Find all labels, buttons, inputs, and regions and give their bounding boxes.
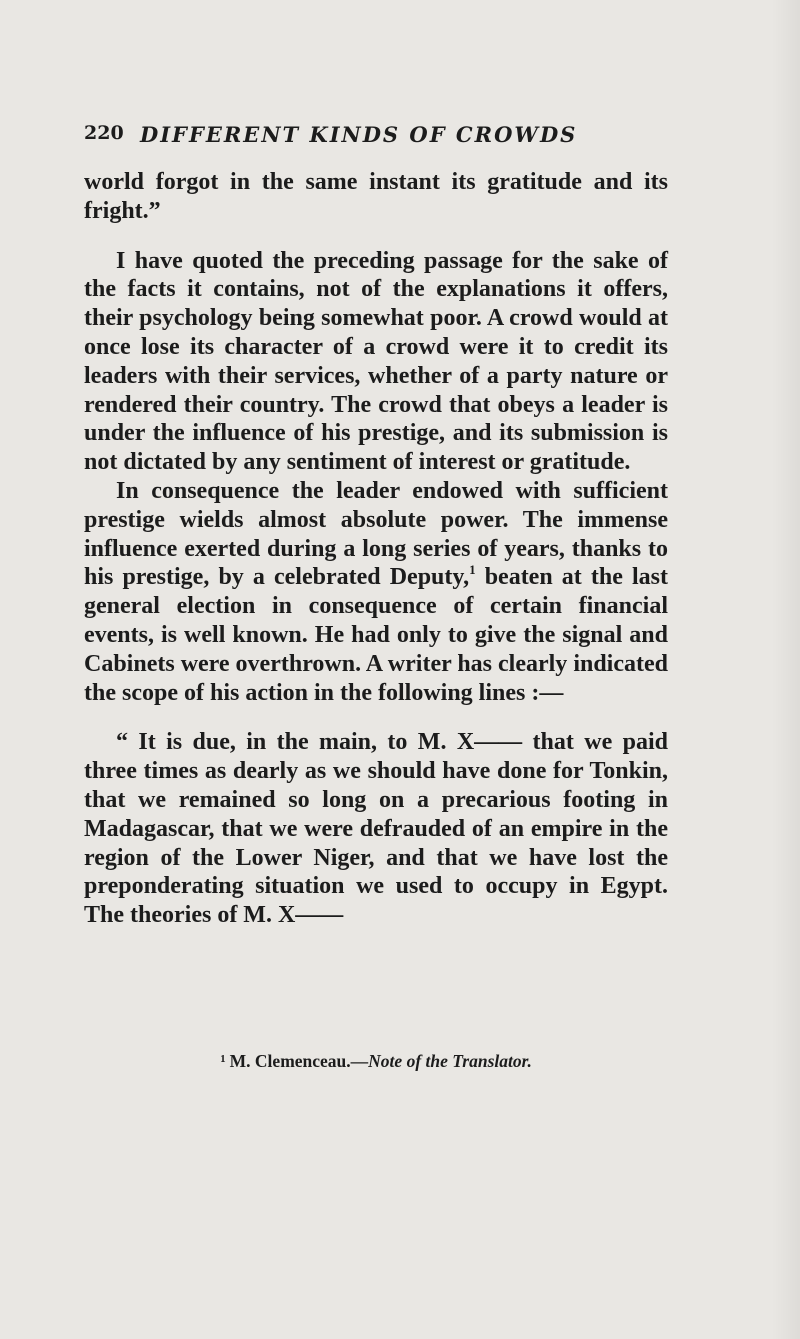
paragraph-leader-prestige-text: In consequence the leader endowed with sufficient prestige wields almost absolute power. The immense influence exerted during a long series of years, thanks to his prestige, by a celebrated Deputy, — [84, 477, 668, 591]
footnote-italic-text: Note of the Translator. — [368, 1051, 532, 1071]
paragraph-leader-prestige — [84, 477, 668, 707]
footnote-mark: 1 — [220, 1053, 226, 1065]
page-number: 220 — [84, 122, 124, 144]
page-header — [84, 122, 644, 152]
paragraph-quotation: “ It is due, in the main, to M. X—— that we paid three times as dearly as we should have done for Tonkin, that we remained so long on a precarious footing in Madagascar, that we were defrauded of an empire in the region of the Lower Niger, and that we have lost the preponderating situation we used to occupy in Egypt. The theories of M. X—— — [84, 729, 668, 929]
footnote-reference: 1 — [469, 562, 476, 578]
body-text — [84, 168, 668, 930]
footnote — [84, 1051, 668, 1072]
running-head: DIFFERENT KINDS OF CROWDS — [140, 122, 578, 147]
page-edge-shadow — [772, 0, 800, 1339]
paragraph-quoted-passage: I have quoted the preceding passage for the sake of the facts it contains, not of the explanations it offers, their psychology being somewhat poor. A crowd would at once lose its character of a crowd were it to credit its leaders with their services, whether of a party nature or rendered their country. The crowd that obeys a leader is under the influence of his prestige, and its submission is not dictated by any sentiment of interest or gratitude. — [84, 247, 668, 476]
paragraph-continuation: world forgot in the same instant its gratitude and its fright.” — [84, 169, 668, 224]
paragraph-leader-prestige-cont: beaten at the last general election in consequence of certain financial events, is well known. He had only to give the signal and Cabinets were overthrown. A writer has clearly indicated the scope of his action in the following lines :— — [84, 564, 668, 706]
footnote-text: M. Clemenceau.— — [229, 1051, 369, 1071]
